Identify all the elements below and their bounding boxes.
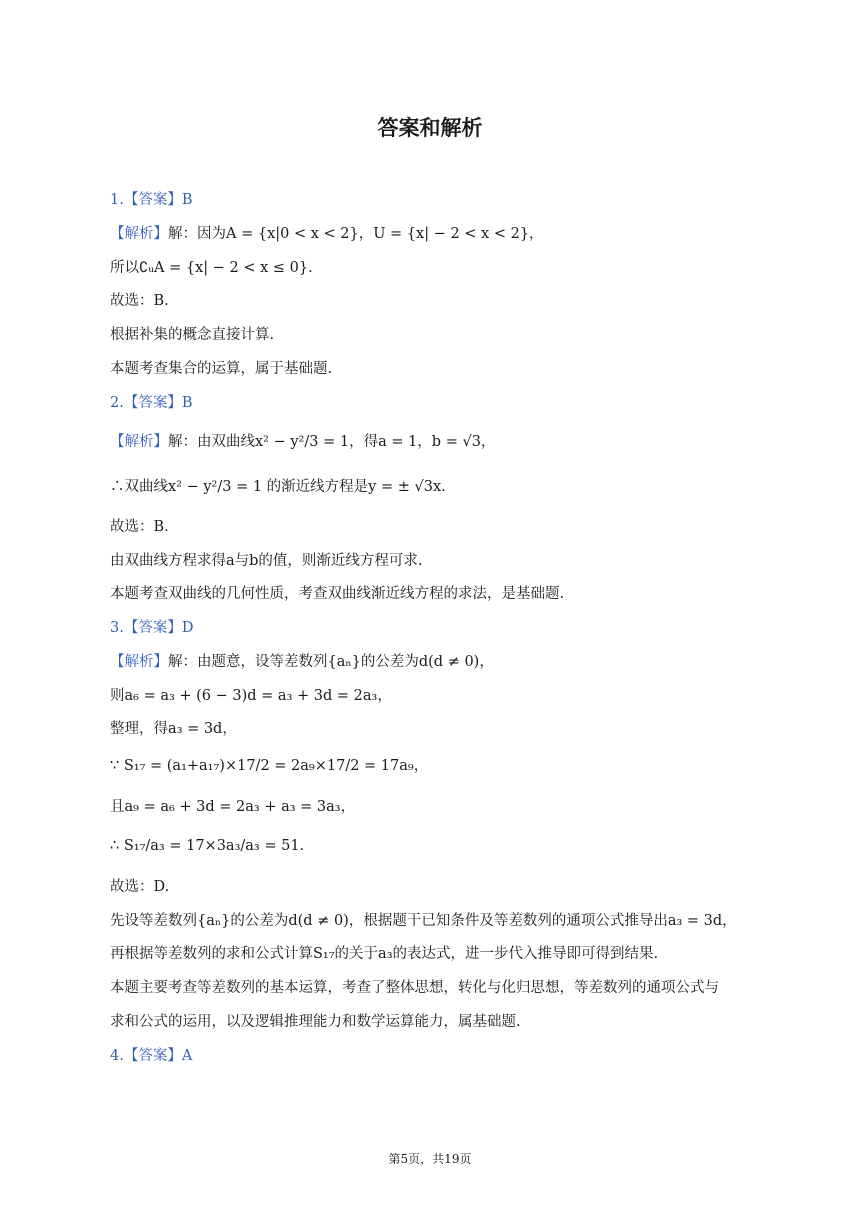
analysis-label: 【解析】 [110, 226, 168, 242]
analysis-label: 【解析】 [110, 434, 168, 450]
explanation-line: 且a₉ = a₆ + 3d = 2a₃ + a₃ = 3a₃， [110, 799, 356, 815]
explanation-line: 故选：B. [110, 519, 169, 535]
explanation-line: ∵ S₁₇ = (a₁+a₁₇)×17/2 = 2a₉×17/2 = 17a₉， [110, 758, 429, 774]
explanation-line: 则a₆ = a₃ + (6 − 3)d = a₃ + 3d = 2a₃， [110, 688, 392, 704]
explanation-line: 【解析】解：因为A = {x|0 < x < 2}，U = {x| − 2 < x < 2}， [110, 226, 544, 242]
answer-1-heading [110, 190, 193, 210]
explanation-line: 故选：B. [110, 293, 169, 309]
explanation-line: 所以∁ᵤA = {x| − 2 < x ≤ 0}. [110, 260, 313, 276]
answer-label: 4.【答案】A [110, 1048, 193, 1064]
explanation-line: 根据补集的概念直接计算. [110, 327, 275, 343]
explanation-line: ∴双曲线x² − y²/3 = 1 的渐近线方程是y = ± √3x. [110, 479, 446, 495]
answer-2-heading [110, 393, 193, 413]
explanation-line: 求和公式的运用，以及逻辑推理能力和数学运算能力，属基础题. [110, 1014, 521, 1030]
explanation-line: 本题考查双曲线的几何性质，考查双曲线渐近线方程的求法，是基础题. [110, 586, 565, 602]
explanation-line: 本题主要考查等差数列的基本运算，考查了整体思想，转化与化归思想，等差数列的通项公式与 [110, 980, 719, 996]
answer-label: 2.【答案】B [110, 395, 193, 411]
explanation-line: 本题考查集合的运算，属于基础题. [110, 361, 333, 377]
explanation-line: 故选：D. [110, 879, 170, 895]
answer-3-heading [110, 618, 193, 638]
explanation-line: 整理，得a₃ = 3d， [110, 721, 237, 737]
analysis-label: 【解析】 [110, 654, 168, 670]
explanation-line: ∴ S₁₇/a₃ = 17×3a₃/a₃ = 51. [110, 838, 305, 854]
explanation-line: 由双曲线方程求得a与b的值，则渐近线方程可求. [110, 553, 423, 569]
answer-4-heading [110, 1046, 192, 1066]
explanation-line: 【解析】解：由双曲线x² − y²/3 = 1，得a = 1，b = √3， [110, 434, 496, 450]
answer-label: 1.【答案】B [110, 192, 193, 208]
page-footer: 第5页，共19页 [388, 1152, 472, 1166]
explanation-line: 再根据等差数列的求和公式计算S₁₇的关于a₃的表达式，进一步代入推导即可得到结果. [110, 946, 659, 962]
explanation-line: 先设等差数列{aₙ}的公差为d(d ≠ 0)，根据题干已知条件及等差数列的通项公式推导出a₃ = 3d， [110, 913, 737, 929]
explanation-line: 【解析】解：由题意，设等差数列{aₙ}的公差为d(d ≠ 0)， [110, 654, 494, 670]
page-title: 答案和解析 [377, 116, 483, 140]
answer-label: 3.【答案】D [110, 620, 194, 636]
